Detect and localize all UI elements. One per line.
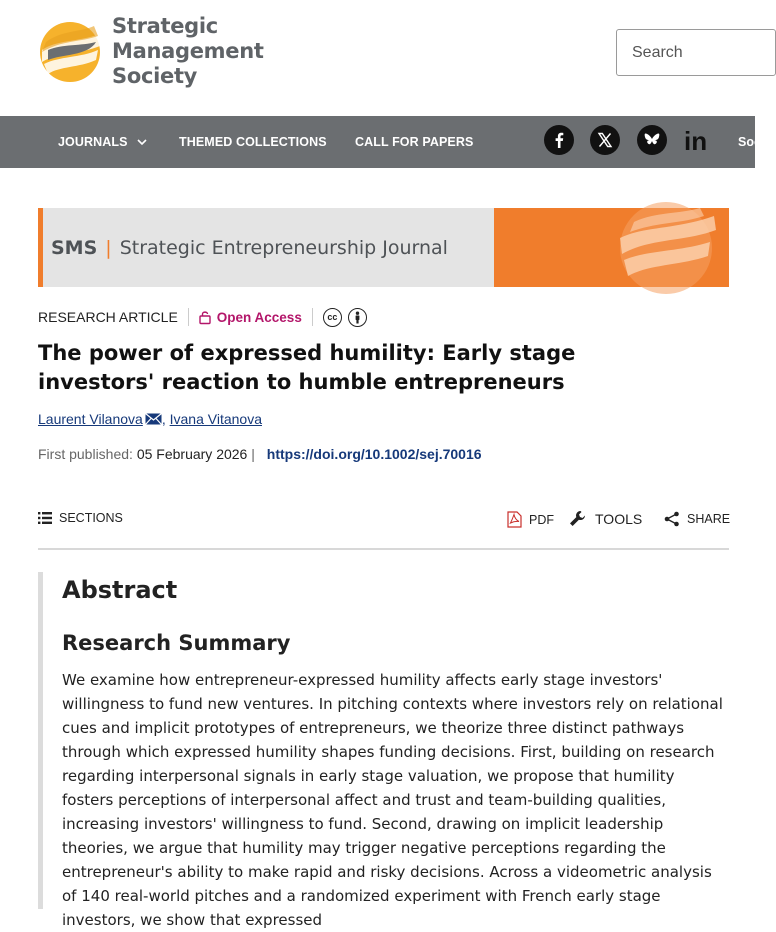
research-summary-heading: Research Summary	[62, 631, 291, 655]
search-input[interactable]	[616, 29, 776, 76]
article-type-label: RESEARCH ARTICLE	[38, 309, 178, 325]
publication-info	[38, 446, 482, 462]
creative-commons-icon: cc	[323, 308, 342, 327]
search-placeholder: Search	[632, 44, 683, 61]
attribution-icon	[348, 308, 367, 327]
tools-label: TOOLS	[595, 511, 643, 527]
banner-separator: |	[105, 236, 112, 259]
toolbar-divider	[38, 548, 729, 550]
share-label: SHARE	[687, 512, 731, 526]
author-link[interactable]: Laurent Vilanova	[38, 411, 143, 427]
share-icon	[664, 511, 680, 527]
banner-sms: SMS	[51, 236, 98, 259]
abstract-text: We examine how entrepreneur-expressed humility affects early stage investors' willingness to fund new ventures. In pitching contexts where investors rely on relational cues and implicit prototypes of entrepreneurs, we theorize three distinct pathways through which expressed humility shapes funding decisions. First, building on research regarding interpersonal signals in early stage valuation, we propose that humility fosters perceptions of interpersonal affect and trust and team-building qualities, increasing investors' willingness to fund. Second, drawing on implicit leadership theories, we argue that humility may trigger negative perceptions regarding the entrepreneur's ability to make rapid and risky decisions. Across a videometric analysis of 140 real-world pitches and a randomized experiment with French early stage investors, we show that expressed	[62, 671, 723, 929]
chevron-down-icon	[137, 137, 147, 147]
journal-banner-title	[38, 208, 494, 287]
banner-journal-name: Strategic Entrepreneurship Journal	[119, 236, 448, 259]
society-logo[interactable]	[38, 14, 264, 89]
nav-overflow-item[interactable]: Soc	[738, 135, 761, 149]
site-header	[0, 0, 755, 116]
pub-separator: |	[251, 446, 255, 462]
pdf-button[interactable]	[507, 511, 554, 528]
divider	[312, 308, 313, 326]
article-type-row	[38, 306, 367, 328]
tools-button[interactable]	[568, 509, 642, 529]
nav-themed-collections[interactable]: THEMED COLLECTIONS	[179, 135, 327, 149]
doi-link[interactable]: https://doi.org/10.1002/sej.70016	[266, 446, 482, 462]
article-toolbar	[38, 505, 729, 537]
envelope-icon[interactable]	[145, 413, 162, 425]
nav-journals-label: JOURNALS	[58, 135, 128, 149]
article-title: The power of expressed humility: Early stage investors' reaction to humble entrepreneurs	[38, 341, 576, 394]
divider	[188, 308, 189, 326]
open-lock-icon	[199, 310, 211, 324]
logo-line-1: Strategic	[112, 14, 218, 38]
journal-banner[interactable]	[38, 208, 729, 287]
author-list	[38, 411, 262, 427]
open-access-badge[interactable]	[199, 310, 302, 325]
pdf-label: PDF	[529, 512, 554, 527]
nav-journals[interactable]	[58, 116, 147, 168]
abstract-section	[38, 572, 729, 929]
author-separator: ,	[161, 411, 166, 427]
banner-globe-icon	[494, 208, 729, 287]
main-nav	[0, 116, 761, 168]
logo-line-2: Management	[112, 39, 264, 63]
sms-logo-icon	[38, 20, 102, 84]
abstract-heading: Abstract	[62, 576, 178, 604]
facebook-icon[interactable]	[544, 125, 574, 155]
author-link[interactable]: Ivana Vitanova	[169, 411, 262, 427]
logo-line-3: Society	[112, 64, 198, 88]
logo-wordmark	[112, 14, 264, 89]
banner-graphic	[494, 208, 729, 287]
sections-label: SECTIONS	[59, 511, 123, 525]
first-published-label: First published:	[38, 446, 133, 462]
license-icons[interactable]	[323, 308, 367, 327]
nav-call-for-papers[interactable]: CALL FOR PAPERS	[355, 135, 474, 149]
wrench-icon	[568, 509, 588, 529]
pdf-icon	[507, 511, 522, 528]
open-access-label: Open Access	[216, 309, 302, 325]
linkedin-icon[interactable]: in	[684, 126, 708, 156]
bluesky-icon[interactable]	[637, 125, 667, 155]
share-button[interactable]	[664, 511, 730, 527]
list-icon	[38, 512, 52, 524]
first-published-date: 05 February 2026	[136, 446, 248, 462]
sections-button[interactable]	[38, 511, 123, 525]
x-icon[interactable]	[590, 125, 620, 155]
